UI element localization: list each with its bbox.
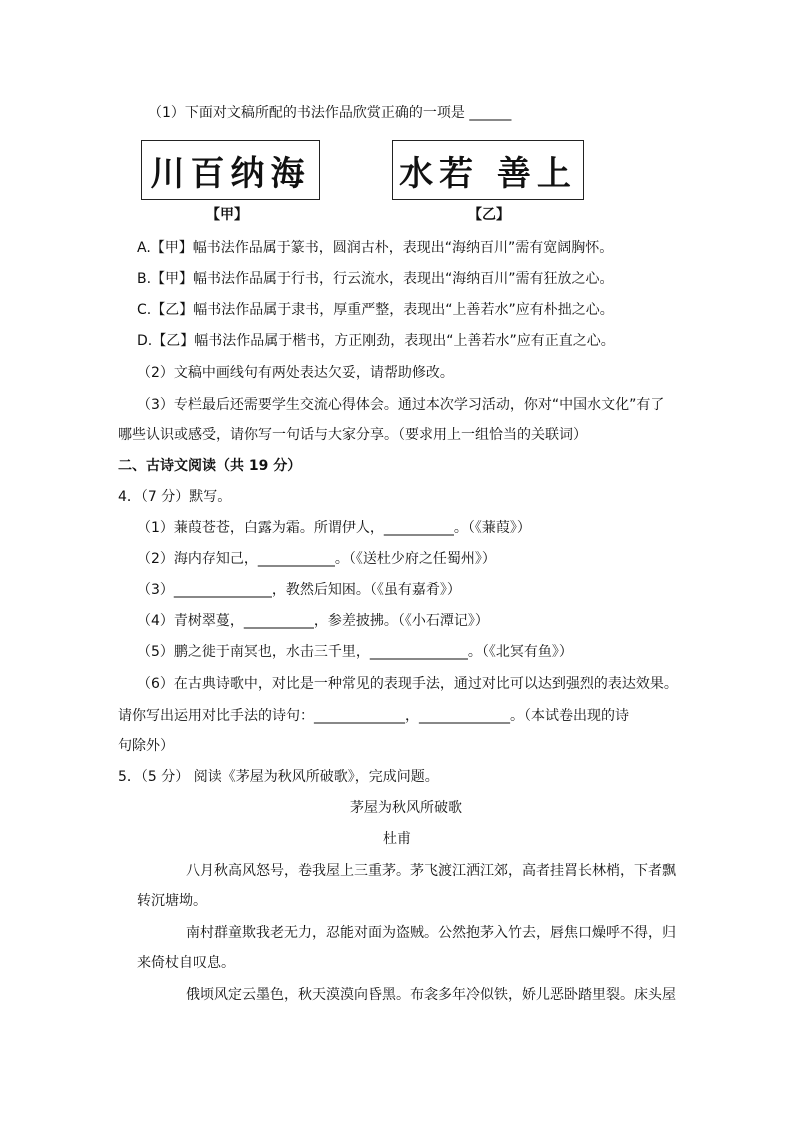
poem-line: 南村群童欺我老无力，忍能对面为盗贼。公然抱茅入竹去，唇焦口燥呼不得，归 xyxy=(186,925,676,941)
poem-line: 来倚杖自叹息。 xyxy=(137,955,235,971)
option-c: C.【乙】幅书法作品属于隶书，厚重严整，表现出“上善若水”应有朴拙之心。 xyxy=(137,302,614,318)
question-1-intro: （1）下面对文稿所配的书法作品欣赏正确的一项是 ______ xyxy=(148,105,512,121)
question-4-item-4: （4）青树翠蔓，__________，参差披拂。（《小石潭记》） xyxy=(137,613,489,629)
question-4-item-6: （6）在古典诗歌中，对比是一种常见的表现手法，通过对比可以达到强烈的表达效果。 xyxy=(137,676,678,692)
question-4-item-6-line-2: 请你写出运用对比手法的诗句：_____________，_____________。（本试卷出现的诗 xyxy=(118,708,629,724)
calligraphy-yi-text: 水若 善上 xyxy=(399,153,577,194)
option-a: A.【甲】幅书法作品属于篆书，圆润古朴，表现出“海纳百川”需有宽阔胸怀。 xyxy=(137,240,614,256)
calligraphy-jia-label: 【甲】 xyxy=(206,207,248,223)
question-5-title: 5．（5 分） 阅读《茅屋为秋风所破歌》，完成问题。 xyxy=(118,769,439,785)
calligraphy-jia xyxy=(141,140,320,200)
section-2-heading: 二、古诗文阅读（共 19 分） xyxy=(118,458,302,474)
poem-author: 杜甫 xyxy=(383,831,411,847)
option-b: B.【甲】幅书法作品属于行书，行云流水，表现出“海纳百川”需有狂放之心。 xyxy=(137,271,614,287)
option-d: D.【乙】幅书法作品属于楷书，方正刚劲，表现出“上善若水”应有正直之心。 xyxy=(137,333,615,349)
poem-title: 茅屋为秋风所破歌 xyxy=(350,800,462,816)
calligraphy-jia-text: 川百纳海 xyxy=(150,153,311,194)
poem-line: 八月秋高风怒号，卷我屋上三重茅。茅飞渡江洒江郊，高者挂罥长林梢，下者飘 xyxy=(186,863,676,879)
question-4-item-5: （5）鹏之徙于南冥也，水击三千里，______________。（《北冥有鱼》） xyxy=(137,644,573,660)
question-4-item-3: （3）______________，教然后知困。（《虽有嘉肴》） xyxy=(137,582,461,598)
question-4-item-1: （1）蒹葭苍苍，白露为霜。所谓伊人，__________。（《蒹葭》） xyxy=(137,520,531,536)
question-4-title: 4．（7 分）默写。 xyxy=(118,489,232,505)
question-2: （2）文稿中画线句有两处表达欠妥，请帮助修改。 xyxy=(137,365,454,381)
poem-line: 转沉塘坳。 xyxy=(137,893,207,909)
calligraphy-yi xyxy=(392,140,584,200)
calligraphy-yi-label: 【乙】 xyxy=(468,207,510,223)
question-3-line-1: （3）专栏最后还需要学生交流心得体会。通过本次学习活动，你对“中国水文化”有了 xyxy=(137,397,665,413)
question-3-line-2: 哪些认识或感受，请你写一句话与大家分享。（要求用上一组恰当的关联词） xyxy=(118,427,587,443)
question-4-item-2: （2）海内存知己，___________。（《送杜少府之任蜀州》） xyxy=(137,551,496,567)
question-4-item-6-line-3: 句除外） xyxy=(118,738,174,754)
poem-line: 俄顷风定云墨色，秋天漠漠向昏黑。布衾多年冷似铁，娇儿恶卧踏里裂。床头屋 xyxy=(186,987,676,1003)
